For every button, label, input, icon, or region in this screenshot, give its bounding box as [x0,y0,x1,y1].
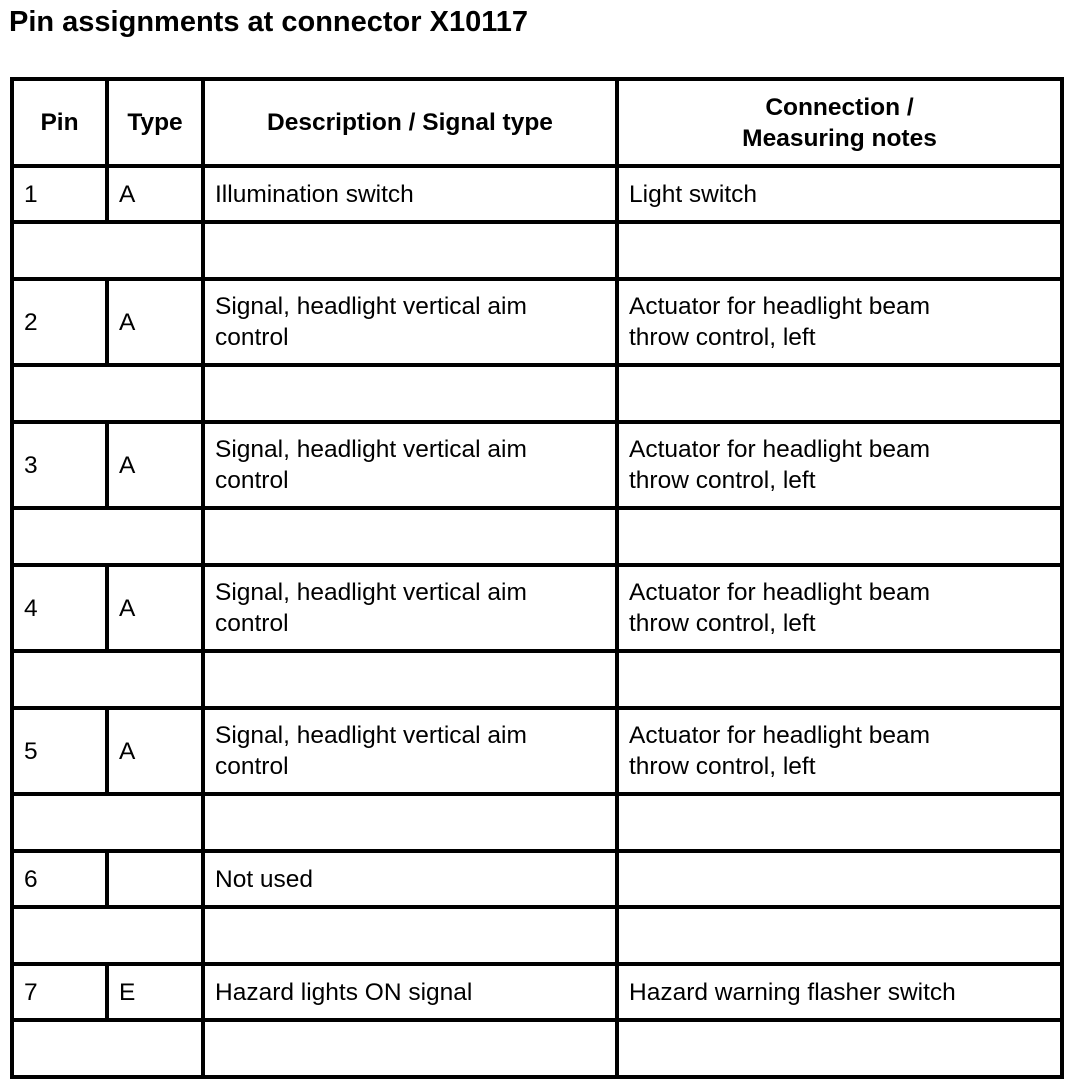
header-connection-line1: Connection / [765,93,914,121]
spacer-cell [12,365,203,422]
spacer-cell [203,222,617,279]
cell-description-line1: Signal, headlight vertical aim [215,722,527,749]
cell-description-line1: Signal, headlight vertical aim [215,436,527,463]
table-spacer-row [12,222,1062,279]
cell-type: A [107,708,203,794]
cell-connection [617,851,1062,907]
spacer-cell [12,907,203,964]
header-pin: Pin [12,79,107,166]
cell-connection: Light switch [617,166,1062,222]
cell-connection-line1: Actuator for headlight beam [629,436,930,463]
spacer-cell [203,651,617,708]
spacer-cell [617,1020,1062,1077]
cell-pin: 5 [12,708,107,794]
cell-connection: Hazard warning flasher switch [617,964,1062,1020]
cell-connection-line2: throw control, left [629,610,816,637]
table-spacer-row [12,365,1062,422]
cell-type: E [107,964,203,1020]
header-connection-line2: Measuring notes [742,124,937,152]
spacer-cell [617,365,1062,422]
spacer-cell [617,222,1062,279]
cell-pin: 2 [12,279,107,365]
cell-connection [617,422,1062,508]
page-title: Pin assignments at connector X10117 [9,6,528,38]
spacer-cell [203,1020,617,1077]
table-spacer-row [12,651,1062,708]
cell-pin: 4 [12,565,107,651]
spacer-cell [617,651,1062,708]
cell-connection-line1: Actuator for headlight beam [629,293,930,320]
cell-connection-line1: Actuator for headlight beam [629,722,930,749]
spacer-cell [12,222,203,279]
table-spacer-row [12,1020,1062,1077]
spacer-cell [12,508,203,565]
spacer-cell [12,651,203,708]
table-row [12,166,1062,222]
cell-type: A [107,422,203,508]
cell-type: A [107,279,203,365]
spacer-cell [203,508,617,565]
cell-description-line2: control [215,324,289,351]
spacer-cell [12,794,203,851]
cell-description: Not used [203,851,617,907]
cell-description-line2: control [215,610,289,637]
cell-pin: 1 [12,166,107,222]
header-description: Description / Signal type [203,79,617,166]
cell-description [203,279,617,365]
cell-description [203,565,617,651]
cell-connection [617,708,1062,794]
spacer-cell [617,907,1062,964]
table-row [12,708,1062,794]
header-connection [617,79,1062,166]
cell-type: A [107,166,203,222]
cell-description-line1: Signal, headlight vertical aim [215,293,527,320]
spacer-cell [617,794,1062,851]
cell-description-line2: control [215,467,289,494]
cell-pin: 3 [12,422,107,508]
spacer-cell [203,907,617,964]
cell-connection-line2: throw control, left [629,753,816,780]
cell-pin: 7 [12,964,107,1020]
table-row [12,565,1062,651]
cell-description [203,422,617,508]
spacer-cell [12,1020,203,1077]
table-row [12,279,1062,365]
table-header-row [12,79,1062,166]
cell-description [203,708,617,794]
cell-connection-line2: throw control, left [629,467,816,494]
cell-type [107,851,203,907]
pin-assignment-table [10,77,1064,1079]
cell-description-line2: control [215,753,289,780]
table-row [12,422,1062,508]
cell-description-line1: Signal, headlight vertical aim [215,579,527,606]
cell-connection-line2: throw control, left [629,324,816,351]
cell-description: Hazard lights ON signal [203,964,617,1020]
cell-type: A [107,565,203,651]
header-type: Type [107,79,203,166]
spacer-cell [203,365,617,422]
table-spacer-row [12,508,1062,565]
cell-connection [617,279,1062,365]
cell-connection [617,565,1062,651]
table-row [12,851,1062,907]
spacer-cell [203,794,617,851]
cell-connection-line1: Actuator for headlight beam [629,579,930,606]
table-spacer-row [12,907,1062,964]
spacer-cell [617,508,1062,565]
table-row [12,964,1062,1020]
cell-pin: 6 [12,851,107,907]
cell-description: Illumination switch [203,166,617,222]
table-spacer-row [12,794,1062,851]
